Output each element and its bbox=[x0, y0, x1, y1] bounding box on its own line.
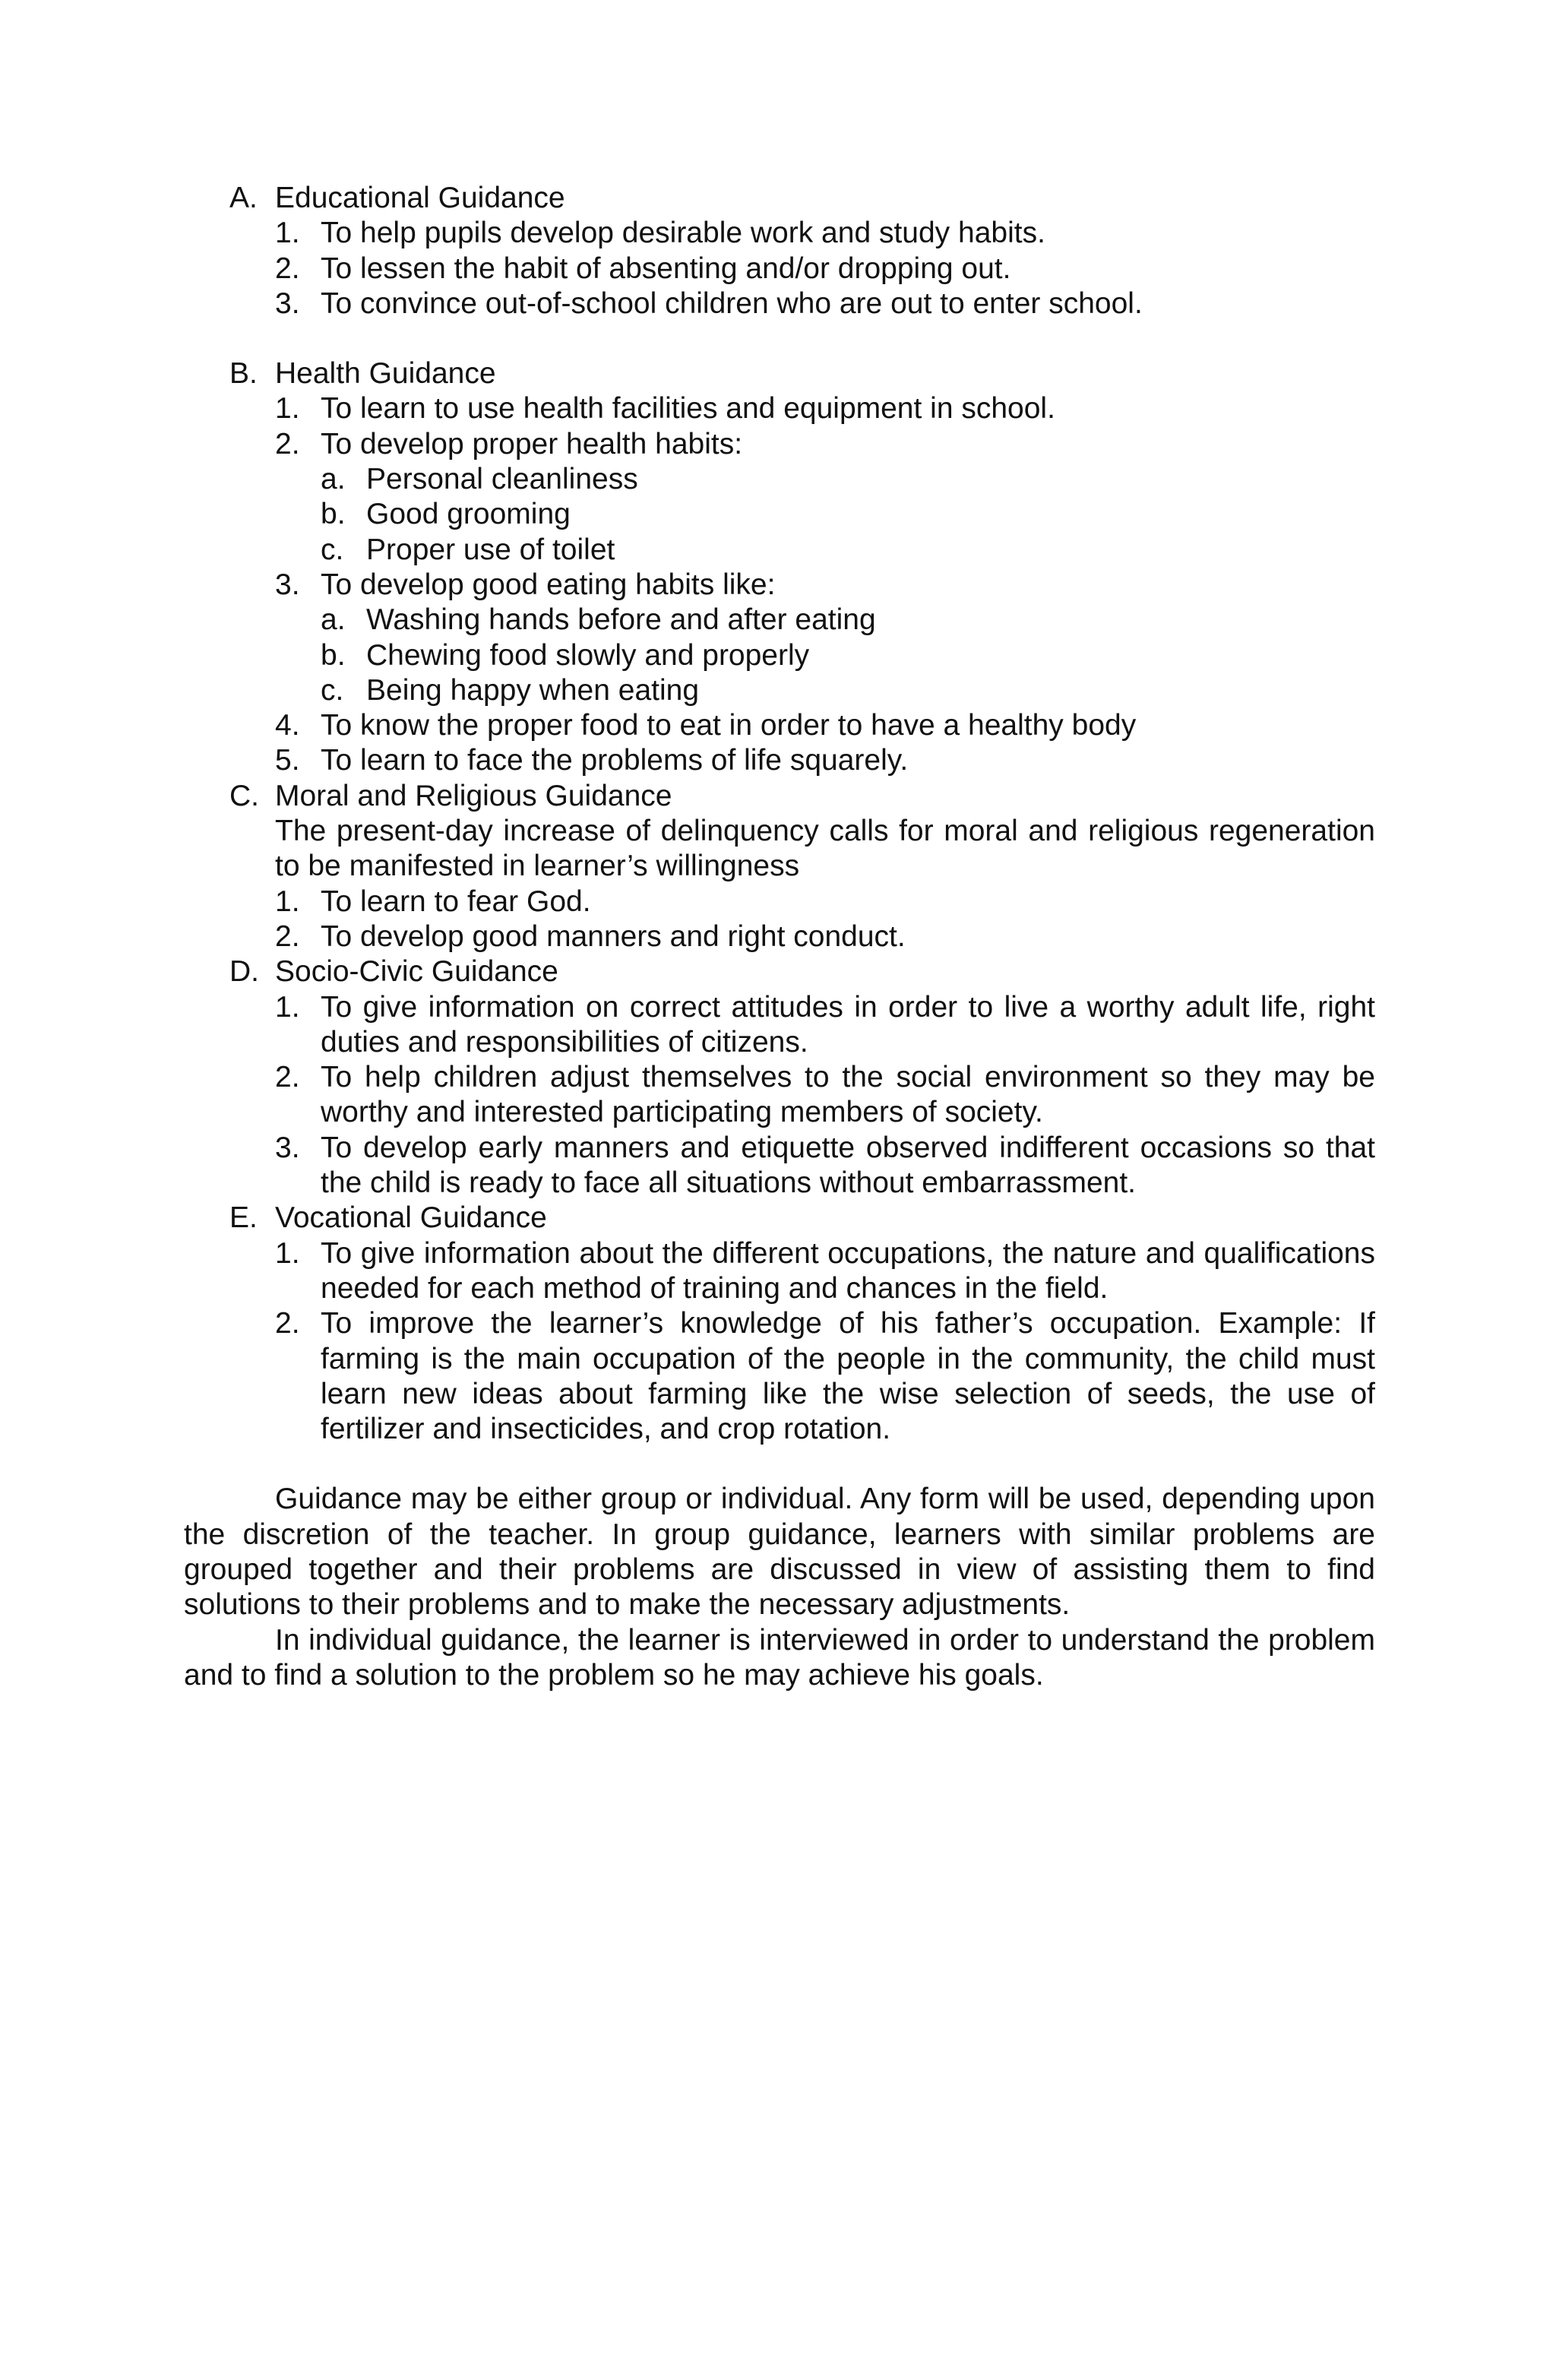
section-title: Moral and Religious Guidance bbox=[275, 779, 672, 812]
section-intro: The present-day increase of delinquency calls for moral and religious regeneration to be manifested in learner’s willingness bbox=[275, 815, 1375, 883]
list-item bbox=[275, 743, 1375, 778]
section-title: Vocational Guidance bbox=[275, 1201, 547, 1235]
item-number: 3. bbox=[275, 1131, 300, 1164]
sub-item-letter: c. bbox=[321, 673, 344, 707]
sub-item-letter: a. bbox=[321, 603, 346, 637]
item-number: 1. bbox=[275, 885, 300, 918]
section-spacer bbox=[184, 1447, 1375, 1482]
item-text: To learn to face the problems of life squarely. bbox=[321, 744, 909, 777]
list-item bbox=[275, 1131, 1375, 1201]
section-socio-civic-guidance bbox=[184, 954, 1375, 1201]
item-number: 1. bbox=[275, 1236, 300, 1270]
sub-item-letter: b. bbox=[321, 498, 346, 531]
item-list bbox=[275, 391, 1375, 778]
sub-item bbox=[321, 462, 1375, 497]
list-item bbox=[275, 252, 1375, 286]
item-number: 2. bbox=[275, 252, 300, 285]
item-number: 1. bbox=[275, 990, 300, 1024]
document-body bbox=[184, 181, 1375, 1693]
section-letter: B. bbox=[229, 357, 258, 391]
item-text: To know the proper food to eat in order to have a healthy body bbox=[321, 709, 1137, 742]
list-item bbox=[275, 1236, 1375, 1307]
list-item bbox=[275, 391, 1375, 426]
section-letter: D. bbox=[229, 955, 259, 989]
item-text: To learn to fear God. bbox=[321, 885, 591, 918]
list-item bbox=[275, 427, 1375, 568]
item-number: 1. bbox=[275, 217, 300, 250]
section-spacer bbox=[184, 321, 1375, 356]
item-text: To help children adjust themselves to the social environment so they may be worthy and interested participating members of society. bbox=[321, 1061, 1375, 1129]
list-item bbox=[275, 708, 1375, 743]
sub-item bbox=[321, 533, 1375, 568]
item-number: 3. bbox=[275, 286, 300, 320]
item-list bbox=[275, 885, 1375, 955]
sub-item-text: Chewing food slowly and properly bbox=[366, 638, 810, 672]
section-moral-religious-guidance bbox=[184, 779, 1375, 954]
item-number: 2. bbox=[275, 919, 300, 953]
section-title: Health Guidance bbox=[275, 357, 496, 391]
item-number: 2. bbox=[275, 1061, 300, 1094]
list-item bbox=[275, 286, 1375, 321]
item-text: To learn to use health facilities and equipment in school. bbox=[321, 392, 1055, 426]
item-list bbox=[275, 1236, 1375, 1448]
list-item bbox=[275, 568, 1375, 708]
item-number: 4. bbox=[275, 709, 300, 742]
item-list bbox=[275, 990, 1375, 1201]
section-title: Educational Guidance bbox=[275, 182, 565, 214]
item-text: To develop good manners and right conduct. bbox=[321, 919, 906, 953]
list-item bbox=[275, 990, 1375, 1061]
sub-item-text: Good grooming bbox=[366, 498, 571, 531]
section-title: Socio-Civic Guidance bbox=[275, 955, 558, 989]
item-text: To improve the learner’s knowledge of his father’s occupation. Example: If farming is the main occupation of the people in the community, the child must learn new ideas about farming like the wise selection of seeds, the use of fertilizer and insecticides, and crop rotation. bbox=[321, 1307, 1375, 1446]
sub-item-text: Proper use of toilet bbox=[366, 533, 615, 566]
sub-item bbox=[321, 673, 1375, 708]
sub-item bbox=[321, 603, 1375, 638]
body-paragraph: In individual guidance, the learner is interviewed in order to understand the problem and to find a solution to the problem so he may achieve his goals. bbox=[184, 1623, 1375, 1692]
item-text: To give information on correct attitudes in order to live a worthy adult life, right duties and responsibilities of citizens. bbox=[321, 990, 1375, 1059]
sub-item-letter: c. bbox=[321, 533, 344, 566]
section-vocational-guidance bbox=[184, 1201, 1375, 1447]
sub-item-text: Being happy when eating bbox=[366, 673, 700, 707]
item-number: 2. bbox=[275, 427, 300, 460]
sub-item bbox=[321, 497, 1375, 532]
section-letter: C. bbox=[229, 779, 259, 812]
item-text: To help pupils develop desirable work and study habits. bbox=[321, 217, 1045, 250]
list-item bbox=[275, 216, 1375, 251]
sub-item-letter: a. bbox=[321, 463, 346, 496]
section-letter: A. bbox=[229, 182, 258, 214]
sub-item-text: Personal cleanliness bbox=[366, 463, 638, 496]
section-educational-guidance bbox=[184, 181, 1375, 321]
item-number: 3. bbox=[275, 568, 300, 601]
item-number: 1. bbox=[275, 392, 300, 426]
item-list bbox=[275, 216, 1375, 321]
section-health-guidance bbox=[184, 356, 1375, 779]
item-text: To convince out-of-school children who are out to enter school. bbox=[321, 286, 1143, 320]
item-number: 5. bbox=[275, 744, 300, 777]
item-text: To give information about the different occupations, the nature and qualifications needed for each method of training and chances in the field. bbox=[321, 1236, 1375, 1305]
list-item bbox=[275, 1306, 1375, 1447]
list-item bbox=[275, 885, 1375, 919]
sub-item-letter: b. bbox=[321, 638, 346, 672]
item-text: To develop early manners and etiquette observed indifferent occasions so that the child is ready to face all situations without embarrassment. bbox=[321, 1131, 1375, 1200]
item-text: To develop proper health habits: bbox=[321, 427, 743, 460]
list-item bbox=[275, 1060, 1375, 1131]
sub-item-text: Washing hands before and after eating bbox=[366, 603, 876, 637]
sub-item bbox=[321, 638, 1375, 673]
item-number: 2. bbox=[275, 1307, 300, 1340]
item-text: To develop good eating habits like: bbox=[321, 568, 776, 601]
section-letter: E. bbox=[229, 1201, 258, 1235]
body-paragraph: Guidance may be either group or individual. Any form will be used, depending upon the discretion of the teacher. In group guidance, learners with similar problems are grouped together and their problems are discussed in view of assisting them to find solutions to their problems and to make the necessary adjustments. bbox=[184, 1483, 1375, 1622]
list-item bbox=[275, 919, 1375, 954]
item-text: To lessen the habit of absenting and/or dropping out. bbox=[321, 252, 1011, 285]
